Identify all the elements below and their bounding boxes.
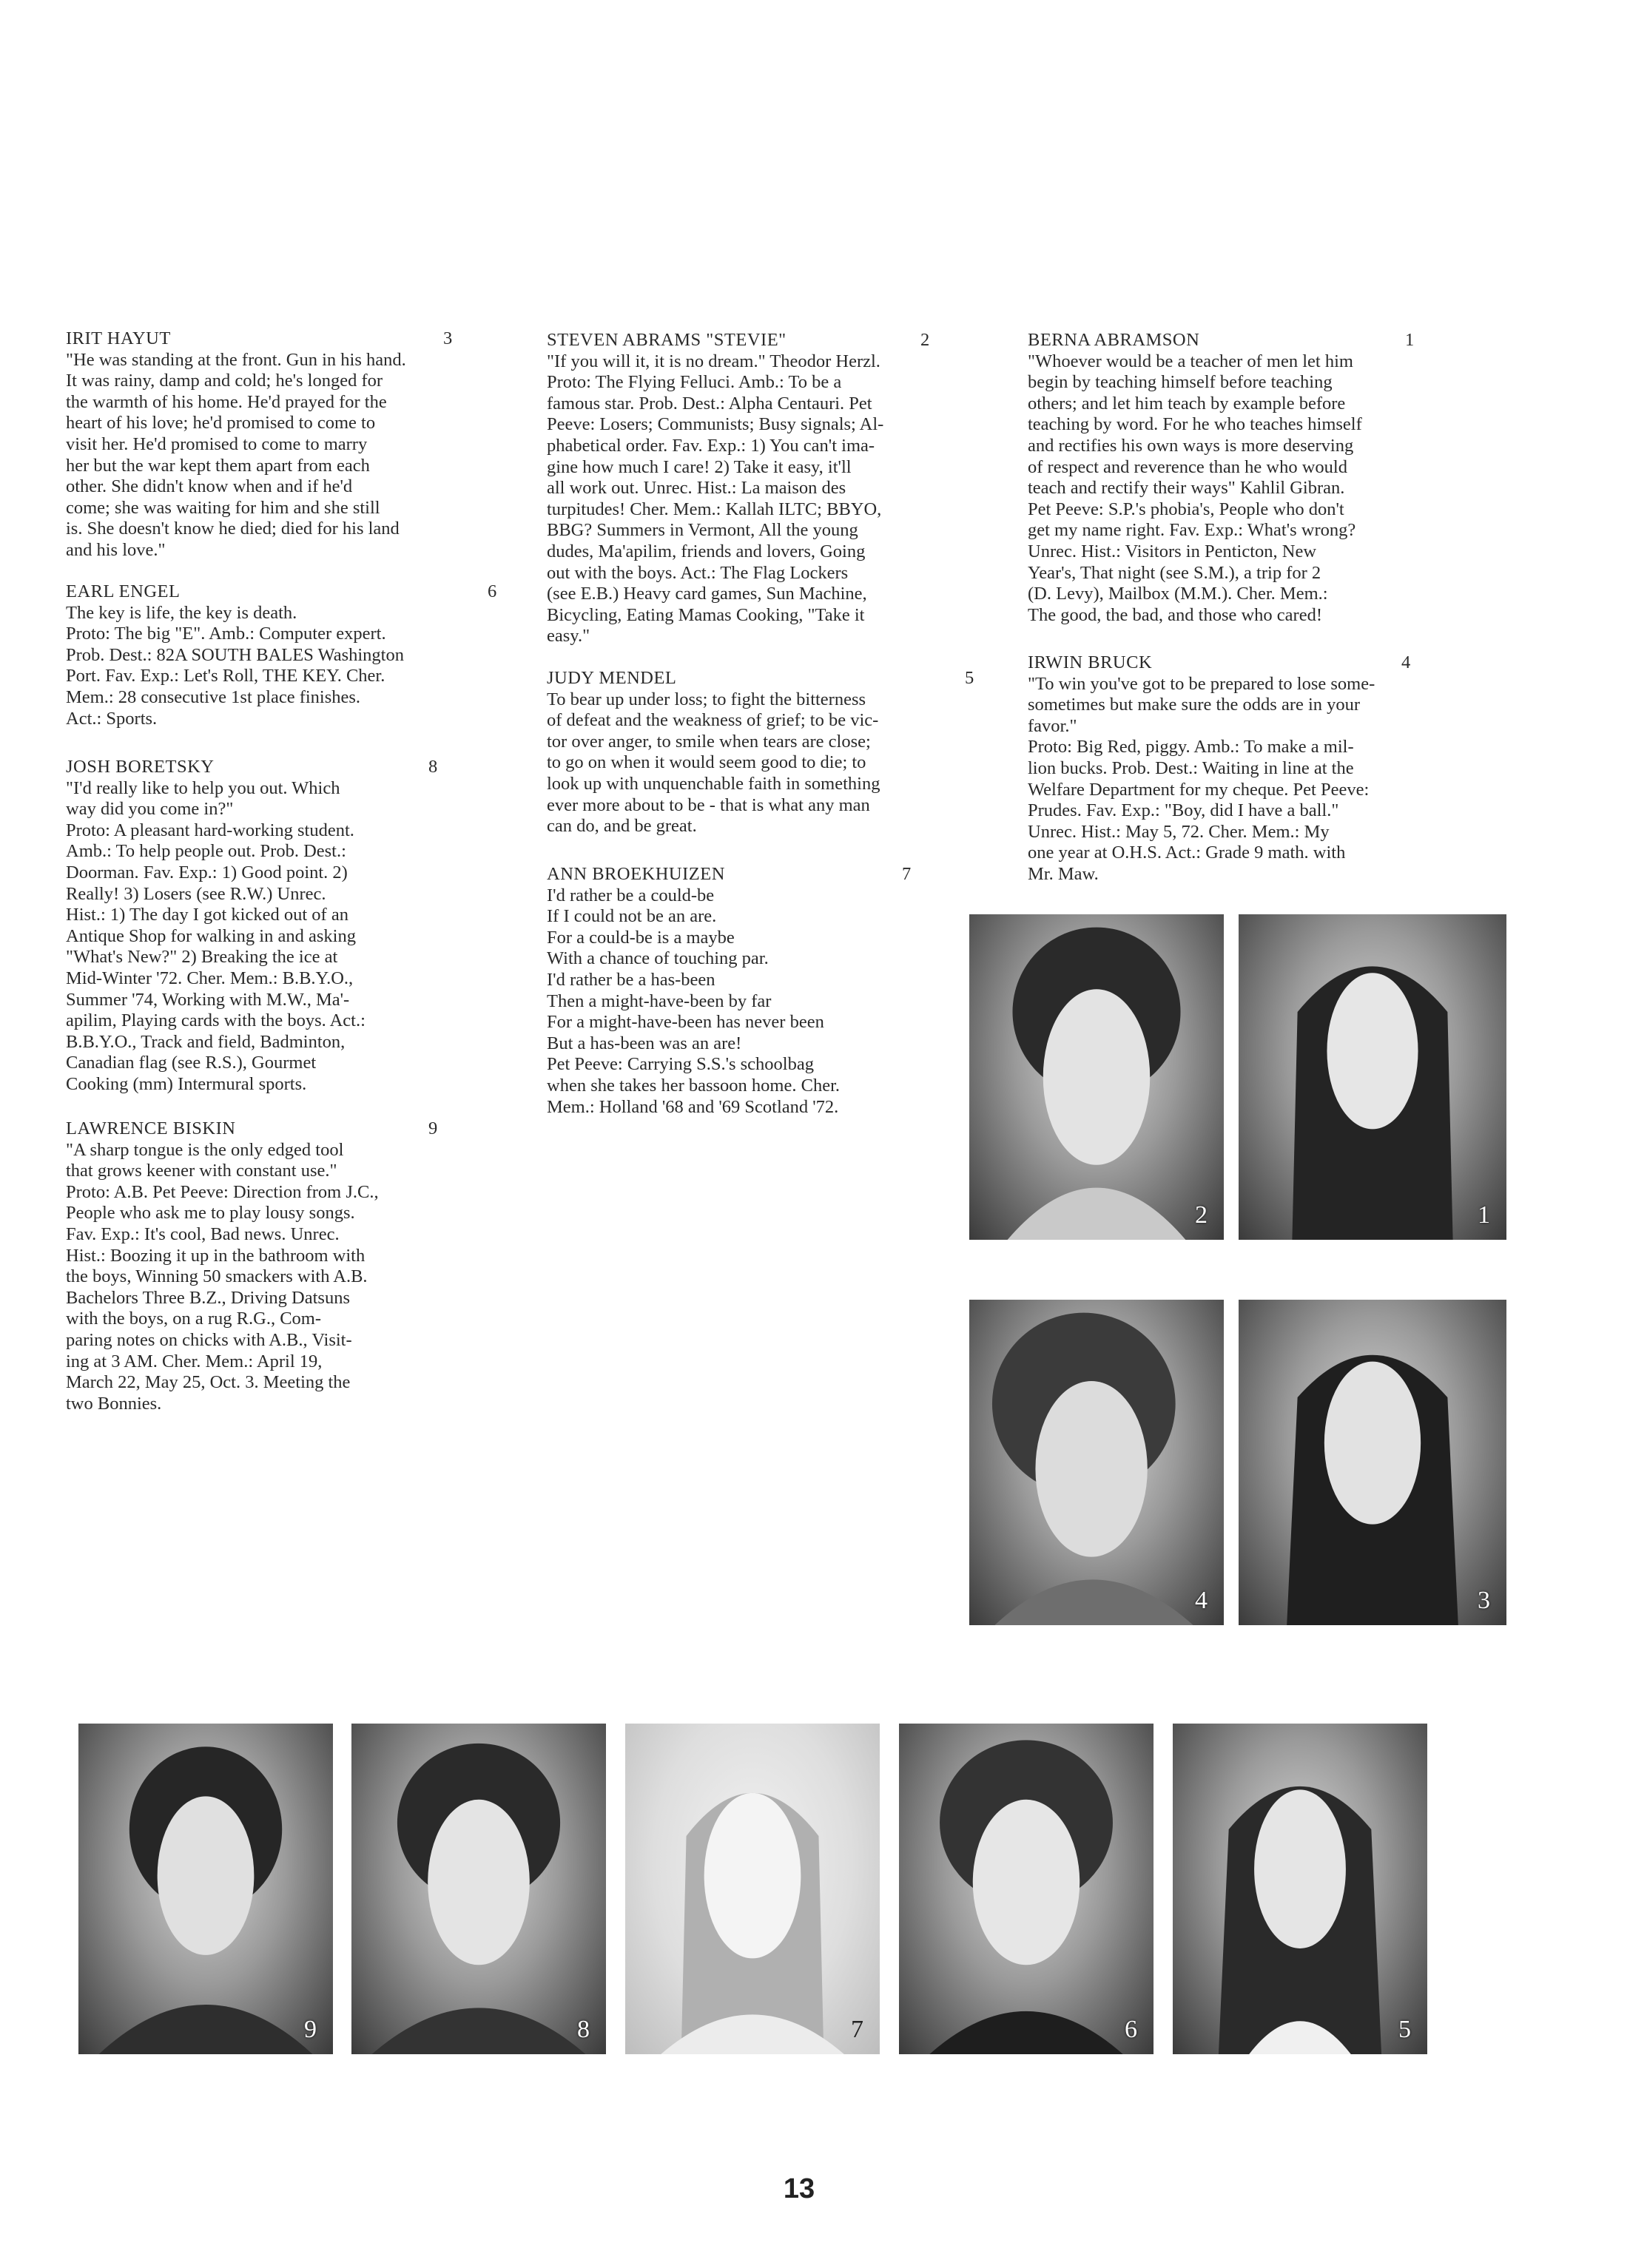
entry-number: 7	[902, 864, 912, 884]
entry-number: 4	[1401, 652, 1411, 672]
entry-name: STEVEN ABRAMS "STEVIE"	[547, 330, 787, 350]
portrait-photo-7	[625, 1724, 880, 2054]
entry-text: "A sharp tongue is the only edged tool that grows keener with constant use." Proto: A.B. Pet Peeve: Direction from J.C., People who ask me to play lousy songs. Fav. Exp.: It's cool, Bad news. Unrec. Hist.: Boozing it up in the bathroom with the boys, Winning 50 smackers with A.B. Bachelors Three B.Z., Driving Datsuns with the boys, on a rug R.G., Com- paring notes on chicks with A.B., Visit- ing at 3 AM. Cher. Mem.: April 19, March 22, May 25, Oct. 3. Meeting the two Bonnies.	[66, 1139, 379, 1414]
entry-name: EARL ENGEL	[66, 581, 181, 601]
photo-number: 8	[577, 2016, 590, 2043]
entry-name: ANN BROEKHUIZEN	[547, 864, 725, 884]
entry-name: LAWRENCE BISKIN	[66, 1118, 236, 1138]
entry-text: "Whoever would be a teacher of men let him begin by teaching himself before teaching others; and let him teach by example before teaching by word. For he who teaches himself and rectifies his own ways is more deserving of respect and reverence than he who would teach and rectify their ways" Kahlil Gibran. Pet Peeve: S.P.'s phobia's, People who don't get my name right. Fav. Exp.: What's wrong? Unrec. Hist.: Visitors in Penticton, New Year's, That night (see S.M.), a trip for 2 (D. Levy), Mailbox (M.M.). Cher. Mem.: The good, the bad, and those who cared!	[1028, 351, 1362, 625]
entry-number: 2	[920, 330, 930, 350]
portrait-photo-3	[1239, 1300, 1506, 1625]
entry-text: To bear up under loss; to fight the bitterness of defeat and the weakness of grief; to be vic- tor over anger, to smile when tears are close; to go on when it would seem good to die; to look up with unquenchable faith in something ever more about to be - that is what any man can do, and be great.	[547, 689, 880, 837]
entry-name: JOSH BORETSKY	[66, 757, 215, 777]
page-number: 13	[783, 2173, 815, 2204]
entry-irwin-bruck	[1028, 652, 1501, 885]
portrait-photo-8	[351, 1724, 606, 2054]
portrait-photo-6	[899, 1724, 1154, 2054]
entry-judy-mendel	[547, 668, 998, 837]
entry-number: 5	[965, 668, 974, 688]
entry-ann-broekhuizen	[547, 864, 998, 1118]
entry-name: BERNA ABRAMSON	[1028, 330, 1200, 350]
photo-number: 3	[1478, 1587, 1490, 1614]
entry-irit-hayut	[66, 328, 495, 561]
portrait-photo-9	[78, 1724, 333, 2054]
entry-berna-abramson	[1028, 330, 1501, 626]
entry-text: "I'd really like to help you out. Which way did you come in?" Proto: A pleasant hard-working student. Amb.: To help people out. Prob. Dest.: Doorman. Fav. Exp.: 1) Good point. 2) Really! 3) Losers (see R.W.) Unrec. Hist.: 1) The day I got kicked out of an Antique Shop for walking in and asking "What's New?" 2) Breaking the ice at Mid-Winter '72. Cher. Mem.: B.B.Y.O., Summer '74, Working with M.W., Ma'- apilim, Playing cards with the boys. Act.: B.B.Y.O., Track and field, Badminton, Canadian flag (see R.S.), Gourmet Cooking (mm) Intermural sports.	[66, 777, 366, 1094]
entry-number: 6	[488, 581, 497, 601]
entry-lawrence-biskin	[66, 1118, 495, 1414]
entry-text: "To win you've got to be prepared to lose some- sometimes but make sure the odds are in your favor." Proto: Big Red, piggy. Amb.: To make a mil- lion bucks. Prob. Dest.: Waiting in line at the Welfare Department for my cheque. Pet Peeve: Prudes. Fav. Exp.: "Boy, did I have a ball." Unrec. Hist.: May 5, 72. Cher. Mem.: My one year at O.H.S. Act.: Grade 9 math. with Mr. Maw.	[1028, 673, 1375, 884]
entry-name: IRWIN BRUCK	[1028, 652, 1153, 672]
entry-number: 3	[443, 328, 453, 348]
entry-text: I'd rather be a could-be If I could not be an are. For a could-be is a maybe With a chance of touching par. I'd rather be a has-been Then a might-have-been by far For a might-have-been has never been But a has-been was an are! Pet Peeve: Carrying S.S.'s schoolbag when she takes her bassoon home. Cher. Mem.: Holland '68 and '69 Scotland '72.	[547, 885, 840, 1117]
entry-name: JUDY MENDEL	[547, 668, 677, 688]
portrait-photo-5	[1173, 1724, 1427, 2054]
entry-text: The key is life, the key is death. Proto: The big "E". Amb.: Computer expert. Prob. Dest.: 82A SOUTH BALES Washington Port. Fav. Exp.: Let's Roll, THE KEY. Cher. Mem.: 28 consecutive 1st place finishes. Act.: Sports.	[66, 602, 404, 729]
photo-number: 5	[1398, 2016, 1411, 2043]
photo-number: 9	[304, 2016, 317, 2043]
photo-number: 2	[1195, 1201, 1208, 1229]
entry-earl-engel	[66, 581, 495, 729]
entry-text: "If you will it, it is no dream." Theodor Herzl. Proto: The Flying Felluci. Amb.: To be a famous star. Prob. Dest.: Alpha Centauri. Pet Peeve: Losers; Communists; Busy signals; Al- phabetical order. Fav. Exp.: 1) You can't ima- gine how much I care! 2) Take it easy, it'll all work out. Unrec. Hist.: La maison des turpitudes! Cher. Mem.: Kallah ILTC; BBYO, BBG? Summers in Vermont, All the young dudes, Ma'apilim, friends and lovers, Going out with the boys. Act.: The Flag Lockers (see E.B.) Heavy card games, Sun Machine, Bicycling, Eating Mamas Cooking, "Take it easy."	[547, 351, 884, 647]
entry-josh-boretsky	[66, 757, 495, 1096]
portrait-photo-2	[969, 914, 1224, 1240]
entry-text: "He was standing at the front. Gun in his hand. It was rainy, damp and cold; he's longed for the warmth of his home. He'd prayed for the heart of his love; he'd promised to come to visit her. He'd promised to come to marry her but the war kept them apart from each other. She didn't know when and if he'd come; she was waiting for him and she still is. She doesn't know he died; died for his land and his love."	[66, 349, 406, 560]
portrait-photo-1	[1239, 914, 1506, 1240]
entry-name: IRIT HAYUT	[66, 328, 171, 348]
photo-number: 1	[1478, 1201, 1490, 1229]
portrait-photo-4	[969, 1300, 1224, 1625]
entry-steven-abrams	[547, 330, 998, 647]
entry-number: 8	[428, 757, 438, 777]
photo-number: 4	[1195, 1587, 1208, 1614]
entry-number: 9	[428, 1118, 438, 1138]
photo-number: 6	[1125, 2016, 1137, 2043]
entry-number: 1	[1405, 330, 1415, 350]
photo-number: 7	[851, 2016, 863, 2043]
